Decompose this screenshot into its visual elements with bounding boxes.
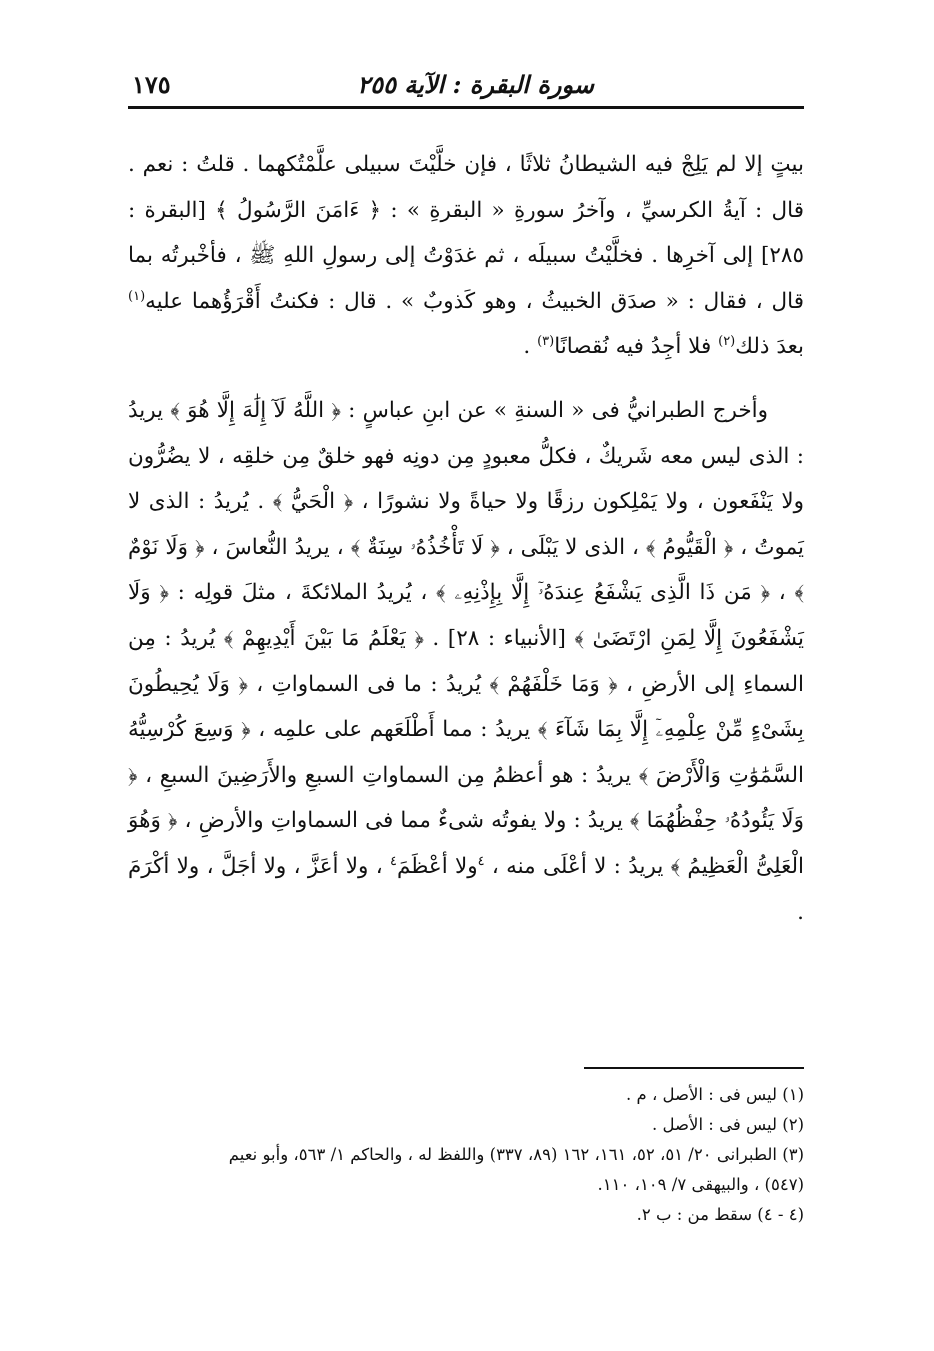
text-line: يريدُ : الذى ليس معه شَريكٌ ، فكلُّ معبودٍ مِن دونِه فهو خلقٌ مِن خلقِه ، لا <box>128 397 804 469</box>
text-line: فقال : « صدَق الخبيثُ ، وهو كَذوبٌ » . قال : فكنتُ أَقْرَؤُهما عليه <box>145 288 747 314</box>
footnote-separator <box>584 1067 804 1069</box>
footnotes <box>128 1080 804 1230</box>
text-line: آخرِها . فخلَّيْتُ سبيلَه ، ثم غدَوْتُ إلى رسولِ اللهِ ﷺ ، فأخْبرتُه بما قال ، <box>128 243 804 314</box>
text-line: الذى لا يَموتُ ، ﴿ الْقَيُّومُ ﴾ ، الذى لا يَبْلَى ، ﴿ لَا تَأْخُذُهُۥ سِنَةٌ ﴾ ، يريدُ <box>128 489 804 560</box>
text-line: السماواتِ السبعِ والأَرَضِينَ السبعِ ، ﴿ وَلَا يَئُودُهُۥ حِفْظُهُمَا ﴾ يريدُ : ولا يفوتُه <box>128 762 804 834</box>
page-header <box>128 60 804 109</box>
text-line: فلا أجِدُ فيه نُقصانًا <box>554 334 712 360</box>
footnote-marker-3: (٣) <box>537 334 555 350</box>
footnote-3: (٣) الطبرانى ٢٠/ ٥١، ٥٢، ١٦١، ١٦٢ (٨٩، ٣٣٧) واللفظ له ، والحاكم ١/ ٥٦٣، وأبو نعيم <box>228 1145 804 1164</box>
text-line: وأخرج الطبرانيُّ فى « السنةِ » عن ابنِ عباسٍ : ﴿ اللَّهُ لَآ إِلَٰهَ إِلَّا هُوَ ﴾ <box>170 397 768 423</box>
text-line: ذلك <box>735 334 770 360</box>
text-line: ، ولا أعَزَّ ، ولا أجَلَّ ، ولا أكْرَمَ . <box>128 853 804 925</box>
footnote-2: (٢) ليس فى : الأصل . <box>652 1115 804 1134</box>
footnote-4: (٤ - ٤) سقط من : ب ٢. <box>636 1205 804 1224</box>
text-line: يضُرُّون ولا يَنْفَعون ، ولا يَمْلِكون رزقًا ولا حياةً ولا نشورًا ، ﴿ الْحَيُّ ﴾ . يُريدُ : <box>128 443 804 515</box>
text-line: النُّعاسَ ، ﴿ وَلَا نَوْمٌ ﴾ ، ﴿ مَن ذَا الَّذِى يَشْفَعُ عِندَهُۥٓ إِلَّا بِإِذْنِهِۦ ﴾ ، يُريدُ <box>128 534 804 606</box>
text-line: . <box>523 334 538 360</box>
text-line: قال : آيةُ الكرسيِّ ، وآخرُ سورةِ « البقرةِ » : ﴿ ءَامَنَ الرَّسُولُ ﴾ [البقرة : ٢٨٥] إلى <box>128 197 804 269</box>
footnote-marker-4-open: ٤ <box>477 853 485 869</box>
text-line: ﴿ يَعْلَمُ مَا بَيْنَ أَيْدِيهِمْ ﴾ يُريدُ : مِن السماءِ إلى الأرضِ ، ﴿ وَمَا خَلْفَهُمْ ﴾ يُريدُ : <box>128 625 804 697</box>
text-line: منه ، <box>491 853 536 879</box>
text-line: أَطْلَعَهم على علمِه ، ﴿ وَسِعَ كُرْسِيُّهُ السَّمَٰوَٰتِ وَالْأَرْضَ ﴾ يريدُ : هو أعظمُ مِن <box>128 717 805 788</box>
text-line: بيتٍ إلا لم يَلِجْ فيه الشيطانُ ثلاثًا ، فإن خلَّيْتَ سبيلى علَّمْتُكهما . قلتُ : نعم . <box>128 152 804 177</box>
footnote-marker-4-close: ٤ <box>389 853 397 869</box>
running-title: سورة البقرة : الآية ٢٥٥ <box>357 70 594 99</box>
text-line: شىءٌ مما فى السماواتِ والأرضِ ، ﴿ وَهُوَ الْعَلِىُّ الْعَظِيمُ ﴾ يريدُ : لا أعْلَى <box>128 808 804 879</box>
text-line: الملائكةَ ، مثلَ قولِه : ﴿ وَلَا يَشْفَعُونَ إِلَّا لِمَنِ ارْتَضَىٰ ﴾ [الأنبياء : ٢٨] . <box>128 580 804 651</box>
text-line: ما فى السماواتِ ، ﴿ وَلَا يُحِيطُونَ بِشَىْءٍ مِّنْ عِلْمِهِۦٓ إِلَّا بِمَا شَآءَ ﴾ يريدُ : مما <box>128 671 804 743</box>
paragraph-1 <box>128 142 804 370</box>
footnote-marker-1: (١) <box>128 288 146 304</box>
page-number: ١٧٥ <box>132 70 171 99</box>
body-text <box>128 142 804 935</box>
footnote-1: (١) ليس فى : الأصل ، م . <box>626 1085 804 1104</box>
paragraph-2 <box>128 388 804 935</box>
footnote-marker-2: (٢) <box>718 334 736 350</box>
footnote-3-continued: (٥٤٧) ، والبيهقى ٧/ ١٠٩، ١١٠. <box>597 1175 804 1194</box>
text-line: بعدَ <box>776 334 804 360</box>
text-line: ولا أعْظَمَ <box>396 853 478 879</box>
